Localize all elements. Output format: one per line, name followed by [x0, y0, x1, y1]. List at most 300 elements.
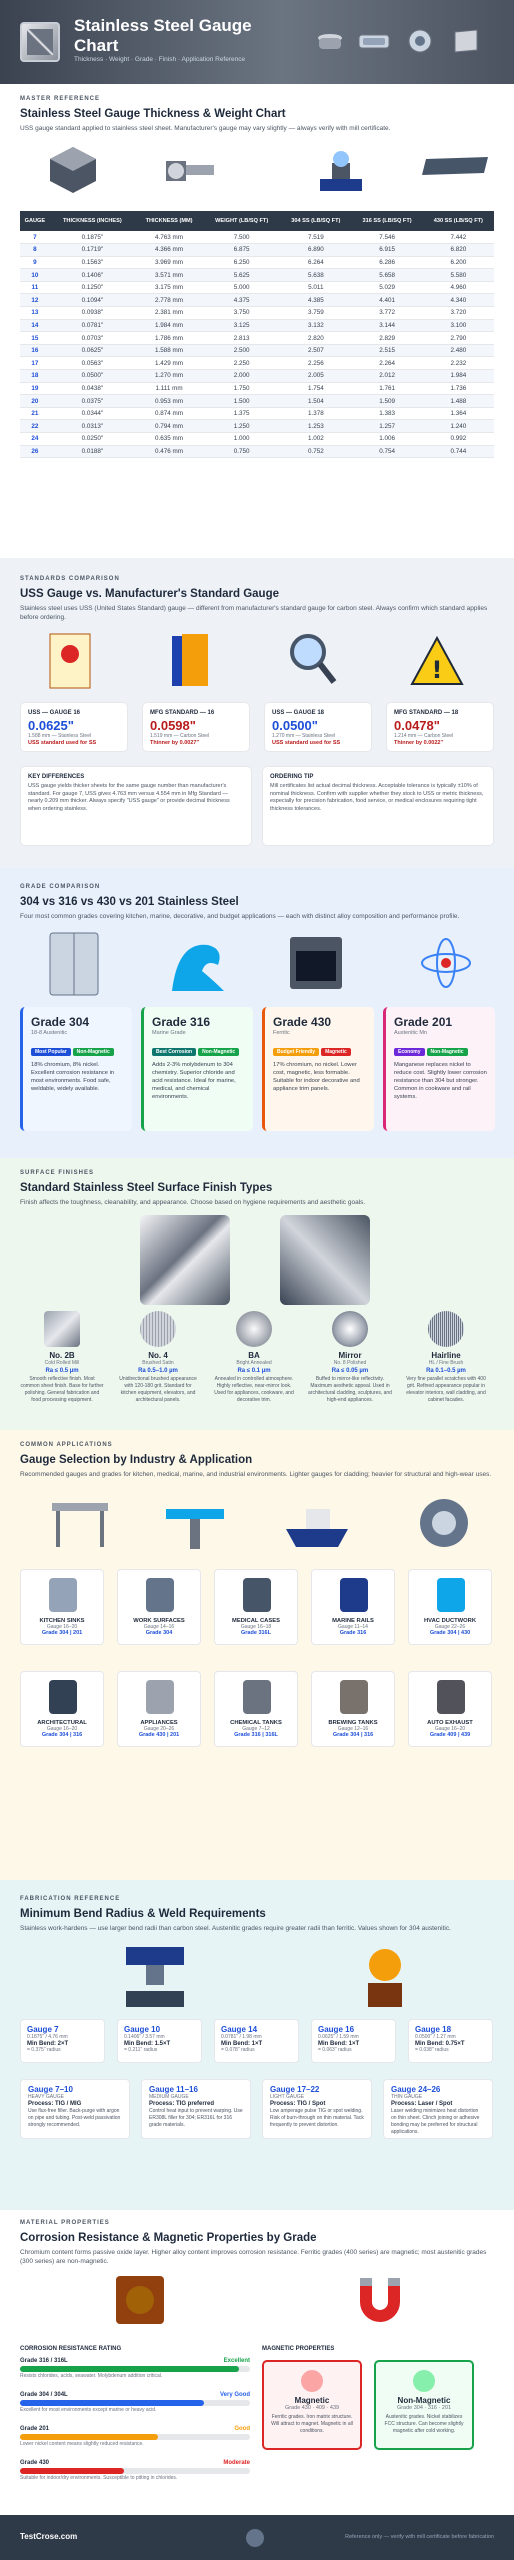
- footer-site[interactable]: TestCrose.com: [20, 2532, 78, 2541]
- finish-name: Mirror: [338, 1351, 362, 1360]
- application-name: WORK SURFACES: [133, 1618, 185, 1624]
- scale-icon: [310, 145, 370, 195]
- application-card: [117, 1569, 201, 1645]
- weld-process: Process: Laser / Spot: [391, 2101, 453, 2107]
- section-title: Stainless Steel Gauge Thickness & Weight Chart: [20, 108, 286, 120]
- table-cell: 0.1563": [50, 256, 135, 269]
- table-column-header: WEIGHT (LB/SQ FT): [203, 211, 280, 231]
- table-cell: 2.480: [423, 344, 494, 357]
- finishes-section: [0, 1170, 514, 1431]
- finish-subtitle: Cold Rolled Mill: [44, 1360, 80, 1366]
- gauge-cell: 14: [20, 319, 50, 332]
- table-cell: 5.580: [423, 269, 494, 282]
- grade-badge: Economy: [394, 1048, 425, 1056]
- brushed-sample-image: [140, 1215, 230, 1305]
- card-subtitle: 1.214 mm — Carbon Steel: [394, 733, 454, 739]
- weld-description: Laser welding minimizes heat distortion on thin sheet. Clinch joining or adhesive bonding may be preferred for structural applications.: [391, 2108, 480, 2135]
- weld-gauge: Gauge 7–10: [28, 2085, 73, 2094]
- standards-notes: [20, 766, 494, 852]
- card-subtitle: 1.270 mm — Stainless Steel: [272, 733, 336, 739]
- finish-subtitle: Bright Annealed: [236, 1360, 272, 1366]
- table-cell: 5.011: [280, 281, 351, 294]
- section-lead: Chromium content forms passive oxide layer. Higher alloy content improves corrosion resistance. Ferritic grades (400 series) are magnetic; most austenitic grades (300 series) are non-magnetic.: [20, 2249, 487, 2265]
- rust-plate-icon: [110, 2272, 170, 2328]
- card-note: Thinner by 0.0022": [394, 740, 444, 746]
- finish-item: [404, 1311, 488, 1404]
- gauge-cell: 7: [20, 231, 50, 244]
- page-subtitle: Thickness · Weight · Grade · Finish · Application Reference: [74, 56, 246, 63]
- weld-gauge: Gauge 11–16: [149, 2085, 198, 2094]
- table-cell: 1.736: [423, 382, 494, 395]
- card-title: MFG STANDARD — 16: [150, 710, 215, 716]
- thickness-section: [0, 96, 514, 458]
- key-differences-card: [20, 766, 252, 846]
- table-cell: 7.546: [351, 231, 422, 244]
- welder-icon: [350, 1943, 420, 2011]
- finish-name: Hairline: [431, 1351, 461, 1360]
- chemical-tanks-icon: [243, 1680, 271, 1714]
- grade-badge: Most Popular: [31, 1048, 71, 1056]
- weld-card: [141, 2079, 251, 2139]
- application-gauge: Gauge 14–16: [143, 1624, 175, 1630]
- table-row: [20, 344, 494, 357]
- section-lead: Stainless work-hardens — use larger bend radii than carbon steel. Austenitic grades require greater radii than ferritic. Values shown for 304 austenitic.: [20, 1925, 451, 1932]
- corrosion-bar: [20, 2358, 250, 2379]
- table-cell: 0.0250": [50, 433, 135, 446]
- application-gauge: Gauge 22–26: [434, 1624, 466, 1630]
- bend-radius: = 0.063" radius: [318, 2047, 352, 2053]
- finish-description: Buffed to mirror-like reflectivity. Maximum aesthetic appeal. Used in architectural cladding, sculptures, and high-end appliances.: [308, 1376, 392, 1403]
- bend-thickness: 0.0625" / 1.59 mm: [318, 2034, 359, 2040]
- table-row: [20, 231, 494, 244]
- table-cell: 4.340: [423, 294, 494, 307]
- table-cell: 6.820: [423, 244, 494, 257]
- table-cell: 0.0625": [50, 344, 135, 357]
- table-cell: 7.519: [280, 231, 351, 244]
- application-gauge: Gauge 16–18: [240, 1624, 272, 1630]
- corrosion-description: Lower nickel content means slightly reduced resistance.: [20, 2441, 144, 2447]
- table-cell: 1.000: [203, 433, 280, 446]
- table-cell: 0.953 mm: [135, 395, 203, 408]
- applications-illustrations: [20, 1485, 494, 1565]
- magnetic-description: Austenitic grades. Nickel stabilizes FCC structure. Can become slightly magnetic after cold working.: [384, 2414, 464, 2434]
- bend-minimum: Min Bend: 1.5×T: [124, 2041, 171, 2047]
- corrosion-bar: [20, 2392, 250, 2413]
- grade-title: Grade 430: [273, 1015, 332, 1029]
- magnetic-title: MAGNETIC PROPERTIES: [262, 2346, 335, 2352]
- section-title: 304 vs 316 vs 430 vs 201 Stainless Steel: [20, 896, 239, 908]
- table-cell: 1.786 mm: [135, 332, 203, 345]
- weld-list: [20, 2079, 494, 2145]
- table-cell: 3.132: [280, 319, 351, 332]
- table-cell: 3.125: [203, 319, 280, 332]
- magnetic-grades: Grade 304 · 316 · 201: [396, 2405, 452, 2411]
- gauge-cell: 26: [20, 445, 50, 458]
- bend-radius: = 0.038" radius: [415, 2047, 449, 2053]
- gauge-cell: 12: [20, 294, 50, 307]
- table-cell: 1.509: [351, 395, 422, 408]
- corrosion-grade: Grade 201: [20, 2426, 50, 2432]
- grade-card: [383, 1007, 495, 1131]
- section-lead: Finish affects the toughness, cleanability, and appearance. Choose based on hygiene requirements and aesthetic goals.: [20, 1199, 366, 1206]
- grade-badge: Non-Magnetic: [73, 1048, 114, 1056]
- bend-card: [408, 2019, 493, 2063]
- table-cell: 0.0375": [50, 395, 135, 408]
- table-cell: 1.250: [203, 420, 280, 433]
- weld-gauge: Gauge 24–26: [391, 2085, 441, 2094]
- grade-badges: [273, 1040, 366, 1058]
- refrigerator-icon: [48, 931, 100, 997]
- finish-swatch: [332, 1311, 368, 1347]
- application-name: MEDICAL CASES: [232, 1618, 280, 1624]
- application-card: [408, 1569, 492, 1645]
- corrosion-rating: Moderate: [223, 2460, 250, 2466]
- table-cell: 1.378: [280, 407, 351, 420]
- table-row: [20, 445, 494, 458]
- finish-list: [20, 1311, 494, 1431]
- finish-swatch: [428, 1311, 464, 1347]
- table-cell: 1.253: [280, 420, 351, 433]
- cookware-icon: [314, 26, 346, 56]
- finish-name: No. 2B: [49, 1351, 75, 1360]
- table-cell: 2.256: [280, 357, 351, 370]
- gauge-cell: 24: [20, 433, 50, 446]
- table-row: [20, 244, 494, 257]
- weld-description: Control heat input to prevent warping. Use ER308L filler for 304; ER316L for 316 grade materials.: [149, 2108, 243, 2128]
- table-cell: 6.250: [203, 256, 280, 269]
- application-card: [311, 1671, 395, 1747]
- table-cell: 4.366 mm: [135, 244, 203, 257]
- finish-samples: [20, 1215, 494, 1311]
- bend-thickness: 0.0500" / 1.27 mm: [415, 2034, 456, 2040]
- bend-radius: = 0.375" radius: [27, 2047, 61, 2053]
- gauge-cell: 19: [20, 382, 50, 395]
- card-note: USS standard used for SS: [28, 740, 97, 746]
- application-name: KITCHEN SINKS: [39, 1618, 85, 1624]
- table-cell: 1.984: [423, 370, 494, 383]
- table-column-header: 304 SS (LB/SQ FT): [280, 211, 351, 231]
- table-row: [20, 332, 494, 345]
- section-lead: USS gauge standard applied to stainless steel sheet. Manufacturer's gauge may vary slightly — always verify with mill certificate.: [20, 125, 391, 132]
- section-kicker: MASTER REFERENCE: [20, 96, 101, 102]
- finish-description: Very fine parallel scratches with 400 grit. Refined appearance popular in elevator interiors, wall cladding, and cabinet facades.: [406, 1376, 486, 1403]
- table-cell: 0.635 mm: [135, 433, 203, 446]
- key-differences-text: USS gauge yields thicker sheets for the same gauge number than manufacturer's standard. For gauge 7, USS gives 4.763 mm versus 4.554 mm in Mfg Standard — nearly 0.209 mm thicker. Always specify "USS gauge" or provide decimal thickness when ordering stainless.: [28, 783, 230, 812]
- table-cell: 5.658: [351, 269, 422, 282]
- properties-illustrations: [20, 2272, 494, 2328]
- applications-section: [0, 1442, 514, 1779]
- gauge-cell: 11: [20, 281, 50, 294]
- grade-card: [262, 1007, 374, 1131]
- table-cell: 0.1406": [50, 269, 135, 282]
- grade-badge: Non-Magnetic: [198, 1048, 239, 1056]
- table-cell: 1.761: [351, 382, 422, 395]
- corrosion-description: Resists chlorides, acids, seawater. Molybdenum addition critical.: [20, 2373, 163, 2379]
- marine-rails-icon: [340, 1578, 368, 1612]
- magnifier-icon: [288, 632, 338, 690]
- brewing-tanks-icon: [340, 1680, 368, 1714]
- table-cell: 1.984 mm: [135, 319, 203, 332]
- hvac-fan-icon: [404, 26, 436, 56]
- finish-roughness: Ra ≤ 0.1 µm: [237, 1368, 271, 1374]
- card-value: 0.0500": [272, 718, 318, 733]
- table-cell: 3.969 mm: [135, 256, 203, 269]
- corrosion-track: [20, 2400, 250, 2406]
- table-cell: 3.759: [280, 307, 351, 320]
- table-cell: 0.0781": [50, 319, 135, 332]
- application-name: BREWING TANKS: [328, 1720, 378, 1726]
- finish-subtitle: HL / Fine Brush: [428, 1360, 464, 1366]
- table-cell: 1.429 mm: [135, 357, 203, 370]
- table-column-header: GAUGE: [20, 211, 50, 231]
- warning-icon: [410, 636, 464, 686]
- table-column-header: THICKNESS (MM): [135, 211, 203, 231]
- application-name: HVAC DUCTWORK: [423, 1618, 477, 1624]
- table-cell: 1.270 mm: [135, 370, 203, 383]
- boiler-icon: [410, 1489, 480, 1555]
- table-cell: 1.500: [203, 395, 280, 408]
- grade-title: Grade 201: [394, 1015, 453, 1029]
- key-differences-title: KEY DIFFERENCES: [28, 774, 85, 780]
- table-cell: 4.960: [423, 281, 494, 294]
- corrosion-track: [20, 2366, 250, 2372]
- grade-card: [141, 1007, 253, 1131]
- application-name: ARCHITECTURAL: [37, 1720, 87, 1726]
- applications-grid: [20, 1569, 494, 1779]
- finish-name: No. 4: [148, 1351, 168, 1360]
- table-cell: 0.0938": [50, 307, 135, 320]
- standard-comparison-card: [264, 702, 372, 752]
- finish-roughness: Ra 0.1–0.5 µm: [426, 1368, 466, 1374]
- sheet-icon: [420, 155, 490, 179]
- magnetic-grades: Grade 430 · 409 · 439: [284, 2405, 340, 2411]
- section-title: Corrosion Resistance & Magnetic Properties by Grade: [20, 2232, 317, 2244]
- bend-gauge: Gauge 10: [124, 2025, 161, 2034]
- table-cell: 0.1094": [50, 294, 135, 307]
- grade-title: Grade 304: [31, 1015, 90, 1029]
- corrosion-bar: [20, 2426, 250, 2447]
- grade-badge: Magnetic: [321, 1048, 351, 1056]
- bend-thickness: 0.0781" / 1.98 mm: [221, 2034, 262, 2040]
- fabrication-illustrations: [20, 1939, 494, 2019]
- table-cell: 0.992: [423, 433, 494, 446]
- footer: [0, 2515, 514, 2560]
- finish-swatch: [140, 1311, 176, 1347]
- table-cell: 1.240: [423, 420, 494, 433]
- section-kicker: SURFACE FINISHES: [20, 1170, 95, 1176]
- weld-card: [262, 2079, 372, 2139]
- grades-section: [0, 884, 514, 1137]
- table-row: [20, 281, 494, 294]
- card-note: USS standard used for SS: [272, 740, 341, 746]
- magnetic-title: Non-Magnetic: [397, 2396, 451, 2405]
- application-grade: Grade 304 | 430: [429, 1630, 471, 1636]
- grade-badge: Best Corrosion: [152, 1048, 196, 1056]
- finish-swatch: [44, 1311, 80, 1347]
- application-name: APPLIANCES: [140, 1720, 178, 1726]
- table-cell: 2.820: [280, 332, 351, 345]
- table-row: [20, 319, 494, 332]
- card-title: USS — GAUGE 18: [272, 710, 325, 716]
- table-cell: 6.286: [351, 256, 422, 269]
- table-cell: 1.754: [280, 382, 351, 395]
- table-header-row: [20, 211, 494, 231]
- standards-cards: [20, 702, 494, 756]
- gauge-cell: 8: [20, 244, 50, 257]
- gauge-cell: 16: [20, 344, 50, 357]
- wave-icon: [168, 931, 228, 997]
- finish-roughness: Ra ≤ 0.05 µm: [331, 1368, 369, 1374]
- finish-subtitle: Brushed Satin: [142, 1360, 174, 1366]
- application-grade: Grade 304 | 316: [41, 1732, 83, 1738]
- header: [0, 0, 514, 84]
- corrosion-fill: [20, 2400, 204, 2406]
- bend-minimum: Min Bend: 2×T: [27, 2041, 69, 2047]
- table-cell: 2.507: [280, 344, 351, 357]
- table-row: [20, 420, 494, 433]
- section-title: Standard Stainless Steel Surface Finish Types: [20, 1182, 273, 1194]
- hairline-sample-image: [280, 1215, 370, 1305]
- table-row: [20, 357, 494, 370]
- weld-category: MEDIUM GAUGE: [149, 2094, 189, 2100]
- footer-logo-icon: [244, 2527, 266, 2549]
- standard-comparison-card: [142, 702, 250, 752]
- application-gauge: Gauge 16–20: [434, 1726, 466, 1732]
- table-cell: 1.257: [351, 420, 422, 433]
- table-cell: 0.752: [280, 445, 351, 458]
- gauge-cell: 13: [20, 307, 50, 320]
- auto-exhaust-icon: [437, 1680, 465, 1714]
- architectural-icon: [49, 1680, 77, 1714]
- application-grade: Grade 316: [339, 1630, 367, 1636]
- table-cell: 2.232: [423, 357, 494, 370]
- bend-gauge: Gauge 16: [318, 2025, 355, 2034]
- gauge-cell: 9: [20, 256, 50, 269]
- table-cell: 0.750: [203, 445, 280, 458]
- magnet-icon: [301, 2370, 323, 2392]
- table-cell: 7.442: [423, 231, 494, 244]
- finish-description: Smooth reflective finish. Most common sheet finish. Base for further polishing. General fabrication and food processing equipment.: [20, 1376, 104, 1403]
- weld-gauge: Gauge 17–22: [270, 2085, 320, 2094]
- card-note: Thinner by 0.0027": [150, 740, 200, 746]
- weld-process: Process: TIG / Spot: [270, 2101, 326, 2107]
- table-cell: 1.588 mm: [135, 344, 203, 357]
- table-cell: 3.750: [203, 307, 280, 320]
- certificate-icon: [48, 632, 92, 690]
- bend-card: [214, 2019, 299, 2063]
- weld-card: [383, 2079, 493, 2139]
- card-value: 0.0478": [394, 718, 440, 733]
- application-gauge: Gauge 16–20: [46, 1726, 78, 1732]
- grade-description: 17% chromium, no nickel. Lower cost, magnetic, less formable. Suitable for indoor decorative and appliance trim panels.: [273, 1062, 360, 1092]
- bend-list: [20, 2019, 494, 2069]
- weld-description: Low amperage pulse TIG or spot welding. Risk of burn-through on thin material. Tack frequently to prevent distortion.: [270, 2108, 364, 2128]
- appliances-icon: [146, 1680, 174, 1714]
- table-cell: 5.625: [203, 269, 280, 282]
- table-cell: 1.504: [280, 395, 351, 408]
- application-grade: Grade 409 | 439: [429, 1732, 471, 1738]
- table-cell: 2.829: [351, 332, 422, 345]
- micrometer-icon: [160, 145, 220, 195]
- section-lead: Recommended gauges and grades for kitchen, medical, marine, and industrial environments. Lighter gauges for cladding; heavier for structural and high-wear uses.: [20, 1471, 492, 1478]
- application-grade: Grade 304 | 316: [332, 1732, 374, 1738]
- bend-gauge: Gauge 14: [221, 2025, 258, 2034]
- operating-table-icon: [160, 1489, 230, 1555]
- table-cell: 1.364: [423, 407, 494, 420]
- finish-roughness: Ra ≤ 0.5 µm: [45, 1368, 79, 1374]
- grade-description: Adds 2-3% molybdenum to 304 chemistry. Superior chloride and acid resistance. Ideal for marine, medical, and chemical environments.: [152, 1062, 236, 1100]
- table-cell: 0.0188": [50, 445, 135, 458]
- page-title: Stainless Steel Gauge Chart: [74, 16, 252, 55]
- section-kicker: FABRICATION REFERENCE: [20, 1896, 121, 1902]
- table-cell: 4.763 mm: [135, 231, 203, 244]
- table-cell: 0.0344": [50, 407, 135, 420]
- atom-icon: [418, 935, 474, 991]
- table-cell: 3.571 mm: [135, 269, 203, 282]
- application-card: [408, 1671, 492, 1747]
- table-cell: 0.1719": [50, 244, 135, 257]
- weld-category: LIGHT GAUGE: [270, 2094, 305, 2100]
- grade-card: [20, 1007, 132, 1131]
- table-cell: 4.401: [351, 294, 422, 307]
- card-value: 0.0625": [28, 718, 74, 733]
- table-cell: 0.744: [423, 445, 494, 458]
- table-cell: 1.375: [203, 407, 280, 420]
- table-row: [20, 256, 494, 269]
- weld-category: THIN GAUGE: [391, 2094, 423, 2100]
- table-cell: 2.381 mm: [135, 307, 203, 320]
- weld-process: Process: TIG / MIG: [28, 2101, 82, 2107]
- application-grade: Grade 316L: [241, 1630, 271, 1636]
- table-row: [20, 269, 494, 282]
- gauge-cell: 18: [20, 370, 50, 383]
- corrosion-description: Suitable for indoor/dry environments. Susceptible to pitting in chlorides.: [20, 2475, 178, 2481]
- bend-gauge: Gauge 18: [415, 2025, 452, 2034]
- standard-comparison-card: [20, 702, 128, 752]
- table-cell: 4.385: [280, 294, 351, 307]
- kitchen-sinks-icon: [49, 1578, 77, 1612]
- corrosion-rating: Very Good: [219, 2392, 250, 2398]
- table-cell: 5.000: [203, 281, 280, 294]
- application-gauge: Gauge 7–12: [242, 1726, 270, 1732]
- finish-item: [308, 1311, 392, 1404]
- finish-item: [116, 1311, 200, 1404]
- books-icon: [168, 632, 212, 690]
- table-cell: 0.1250": [50, 281, 135, 294]
- grade-badges: [152, 1040, 245, 1058]
- standards-section: [0, 576, 514, 852]
- table-cell: 2.778 mm: [135, 294, 203, 307]
- application-grade: Grade 304: [145, 1630, 173, 1636]
- table-cell: 0.874 mm: [135, 407, 203, 420]
- grade-description: Manganese replaces nickel to reduce cost. Slightly lower corrosion resistance than 304 but stronger. Common in cookware and rail systems.: [394, 1062, 487, 1100]
- sink-icon: [358, 26, 390, 56]
- card-title: USS — GAUGE 16: [28, 710, 81, 716]
- corrosion-grade: Grade 316 / 316L: [20, 2358, 68, 2364]
- table-cell: 3.175 mm: [135, 281, 203, 294]
- table-cell: 1.383: [351, 407, 422, 420]
- section-lead: Four most common grades covering kitchen, marine, decorative, and budget applications — each with distinct alloy composition and performance profile.: [20, 913, 460, 920]
- table-cell: 2.012: [351, 370, 422, 383]
- table-cell: 0.0313": [50, 420, 135, 433]
- table-cell: 3.772: [351, 307, 422, 320]
- section-kicker: STANDARDS COMPARISON: [20, 576, 120, 582]
- corrosion-bar: [20, 2460, 250, 2481]
- table-cell: 2.500: [203, 344, 280, 357]
- weld-category: HEAVY GAUGE: [28, 2094, 64, 2100]
- finish-description: Annealed in controlled atmosphere. Highly reflective, near-mirror look. Used for appliances, cookware, and decorative trim.: [214, 1376, 294, 1403]
- table-column-header: 430 SS (LB/SQ FT): [423, 211, 494, 231]
